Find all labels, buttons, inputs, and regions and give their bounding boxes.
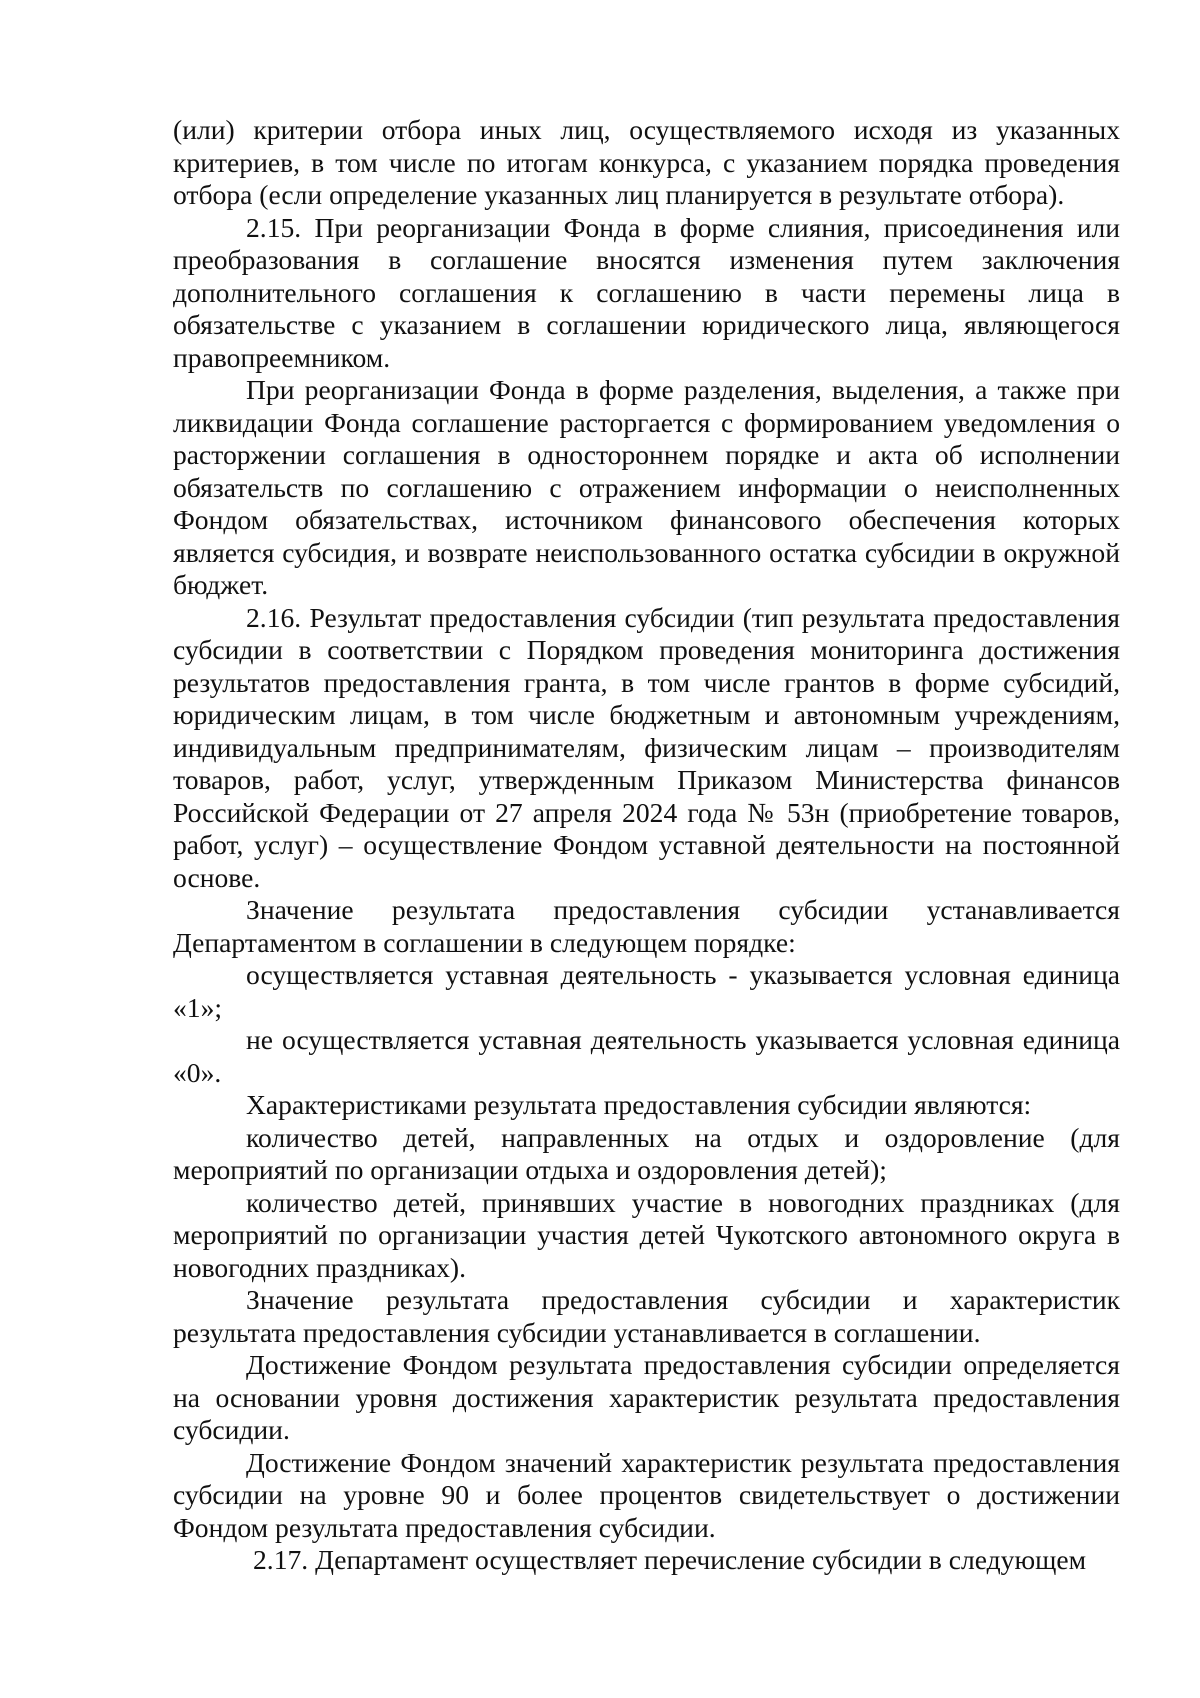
paragraph-reorganization: При реорганизации Фонда в форме разделения, выделения, а также при ликвидации Фонда соглашение расторгается с формированием уведомления о расторжении соглашения в одностороннем порядке и акта об исполнении обязательств по соглашению с отражением информации о неисполненных Фондом обязательствах, источником финансового обеспечения которых является субсидия, и возврате неиспользованного остатка субсидии в окружной бюджет. xyxy=(173,374,1120,600)
paragraph-2-15: 2.15. При реорганизации Фонда в форме слияния, присоединения или преобразования в соглашение вносятся изменения путем заключения дополнительного соглашения к соглашению в части перемены лица в обязательстве с указанием в соглашении юридического лица, являющегося правопреемником. xyxy=(173,211,1120,373)
paragraph-unit-zero: не осуществляется уставная деятельность указывается условная единица «0». xyxy=(173,1024,1120,1088)
paragraph-achievement-90-percent: Достижение Фондом значений характеристик результата предоставления субсидии на уровне 90 и более процентов свидетельствует о достижении Фондом результата предоставления субсидии. xyxy=(173,1446,1120,1543)
paragraph-selection-criteria: (или) критерии отбора иных лиц, осуществляемого исходя из указанных критериев, в том числе по итогам конкурса, с указанием порядка проведения отбора (если определение указанных лиц планируется в результате отбора). xyxy=(173,114,1120,210)
paragraph-children-rest: количество детей, направленных на отдых и оздоровление (для мероприятий по организации отдыха и оздоровления детей); xyxy=(173,1121,1120,1185)
paragraph-2-17: 2.17. Департамент осуществляет перечисление субсидии в следующем xyxy=(253,1544,1087,1575)
paragraph-unit-one: осуществляется уставная деятельность - указывается условная единица «1»; xyxy=(173,959,1120,1023)
paragraph-characteristics: Характеристиками результата предоставления субсидии являются: xyxy=(246,1089,1032,1120)
paragraph-result-value: Значение результата предоставления субсидии устанавливается Департаментом в соглашении в следующем порядке: xyxy=(173,894,1120,958)
paragraph-achievement-determined: Достижение Фондом результата предоставления субсидии определяется на основании уровня достижения характеристик результата предоставления субсидии. xyxy=(173,1349,1120,1445)
paragraph-value-in-agreement: Значение результата предоставления субсидии и характеристик результата предоставления субсидии устанавливается в соглашении. xyxy=(173,1284,1120,1348)
paragraph-2-16: 2.16. Результат предоставления субсидии (тип результата предоставления субсидии в соответствии с Порядком проведения мониторинга достижения результатов предоставления гранта, в том числе грантов в форме субсидий, юридическим лицам, в том числе бюджетным и автономным учреждениям, индивидуальным предпринимателям, физическим лицам – производителям товаров, работ, услуг, утвержденным Приказом Министерства финансов Российской Федерации от 27 апреля 2024 года № 53н (приобретение товаров, работ, услуг) – осуществление Фондом уставной деятельности на постоянной основе. xyxy=(173,601,1120,893)
document-body xyxy=(173,114,1120,1577)
paragraph-children-holidays: количество детей, принявших участие в новогодних праздниках (для мероприятий по организации участия детей Чукотского автономного округа в новогодних праздниках). xyxy=(173,1186,1120,1283)
